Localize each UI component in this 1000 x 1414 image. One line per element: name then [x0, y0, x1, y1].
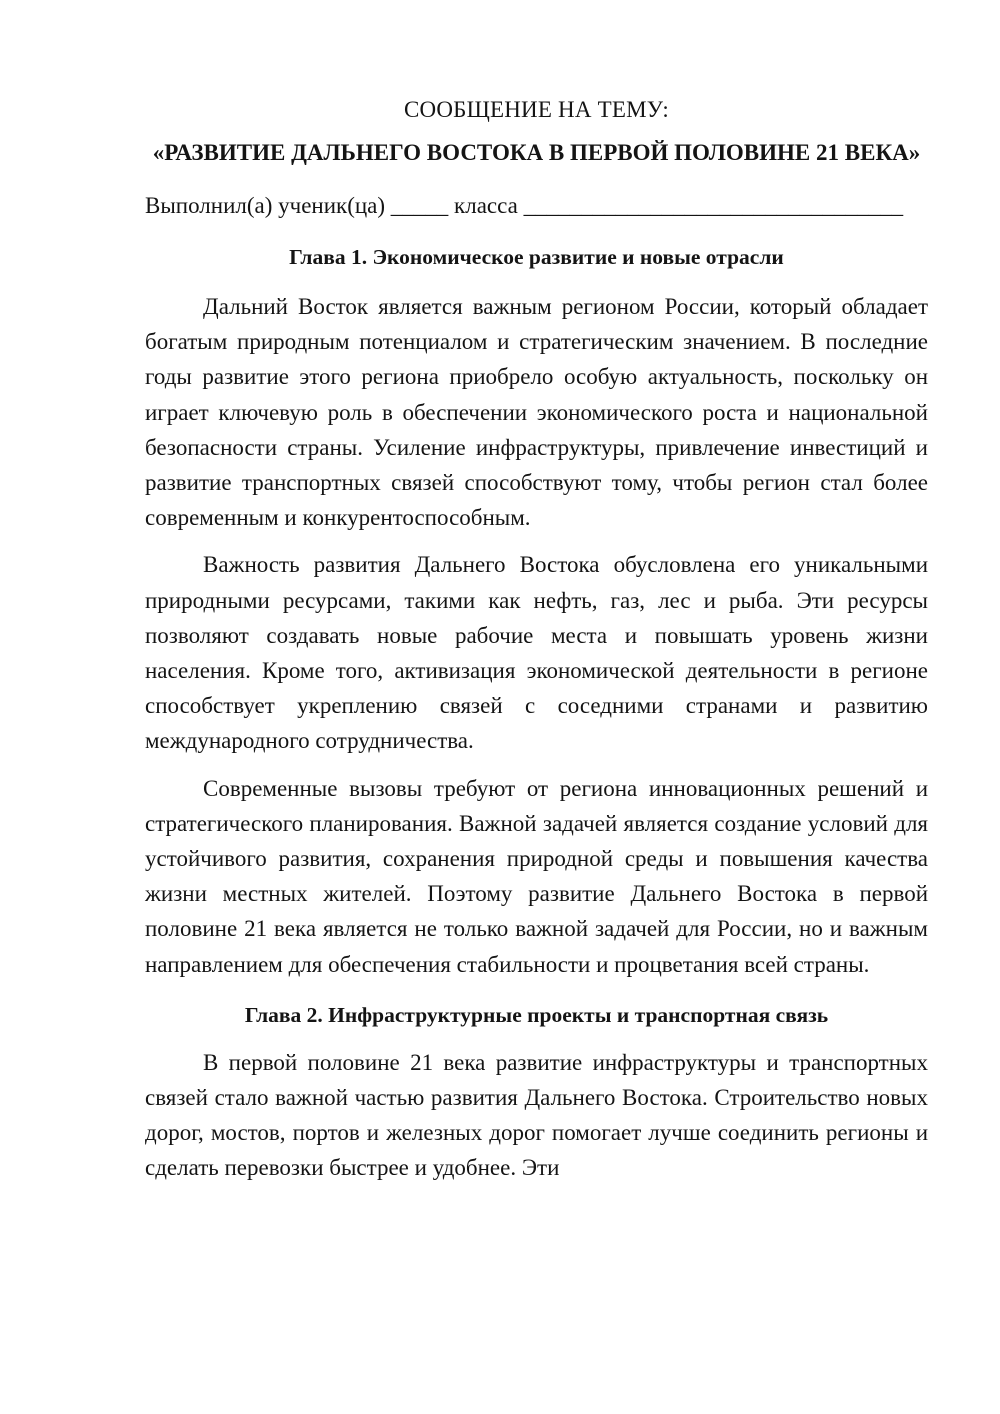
chapter-1-paragraph: Важность развития Дальнего Востока обусловлена его уникальными природными ресурсами, такими как нефть, газ, лес и рыба. Эти ресурсы позволяют создавать новые рабочие места и повышать уровень жизни населения. Кроме того, активизация экономической деятельности в регионе способствует укреплению связей с соседними странами и развитию международного сотрудничества.	[145, 552, 928, 754]
document-type-line: СООБЩЕНИЕ НА ТЕМУ:	[404, 97, 669, 122]
chapter-2-paragraph: В первой половине 21 века развитие инфраструктуры и транспортных связей стало важной частью развития Дальнего Востока. Строительство новых дорог, мостов, портов и железных дорог помогает лучше соединить регионы и сделать перевозки быстрее и удобнее. Эти	[145, 1049, 928, 1181]
document-page	[145, 88, 928, 1198]
document-title: «РАЗВИТИЕ ДАЛЬНЕГО ВОСТОКА В ПЕРВОЙ ПОЛОВИНЕ 21 ВЕКА»	[152, 140, 921, 165]
chapter-1-title: Глава 1. Экономическое развитие и новые отрасли	[289, 245, 784, 269]
chapter-2-title: Глава 2. Инфраструктурные проекты и транспортная связь	[244, 1002, 829, 1027]
chapter-1-paragraph: Дальний Восток является важным регионом России, который обладает богатым природным потенциалом и стратегическим значением. В последние годы развитие этого региона приобрело особую актуальность, поскольку он играет ключевую роль в обеспечении экономического роста и национальной безопасности страны. Усиление инфраструктуры, привлечение инвестиций и развитие транспортных связей способствуют тому, чтобы регион стал более современным и конкурентоспособным.	[145, 294, 928, 531]
chapter-1-paragraph: Современные вызовы требуют от региона инновационных решений и стратегического планирования. Важной задачей является создание условий для устойчивого развития, сохранения природной среды и повышения качества жизни местных жителей. Поэтому развитие Дальнего Востока в первой половине 21 века является не только важной задачей для России, но и важным направлением для обеспечения стабильности и процветания всей страны.	[145, 775, 928, 977]
author-line: Выполнил(а) ученик(ца) _____ класса _________________________________	[145, 193, 904, 218]
